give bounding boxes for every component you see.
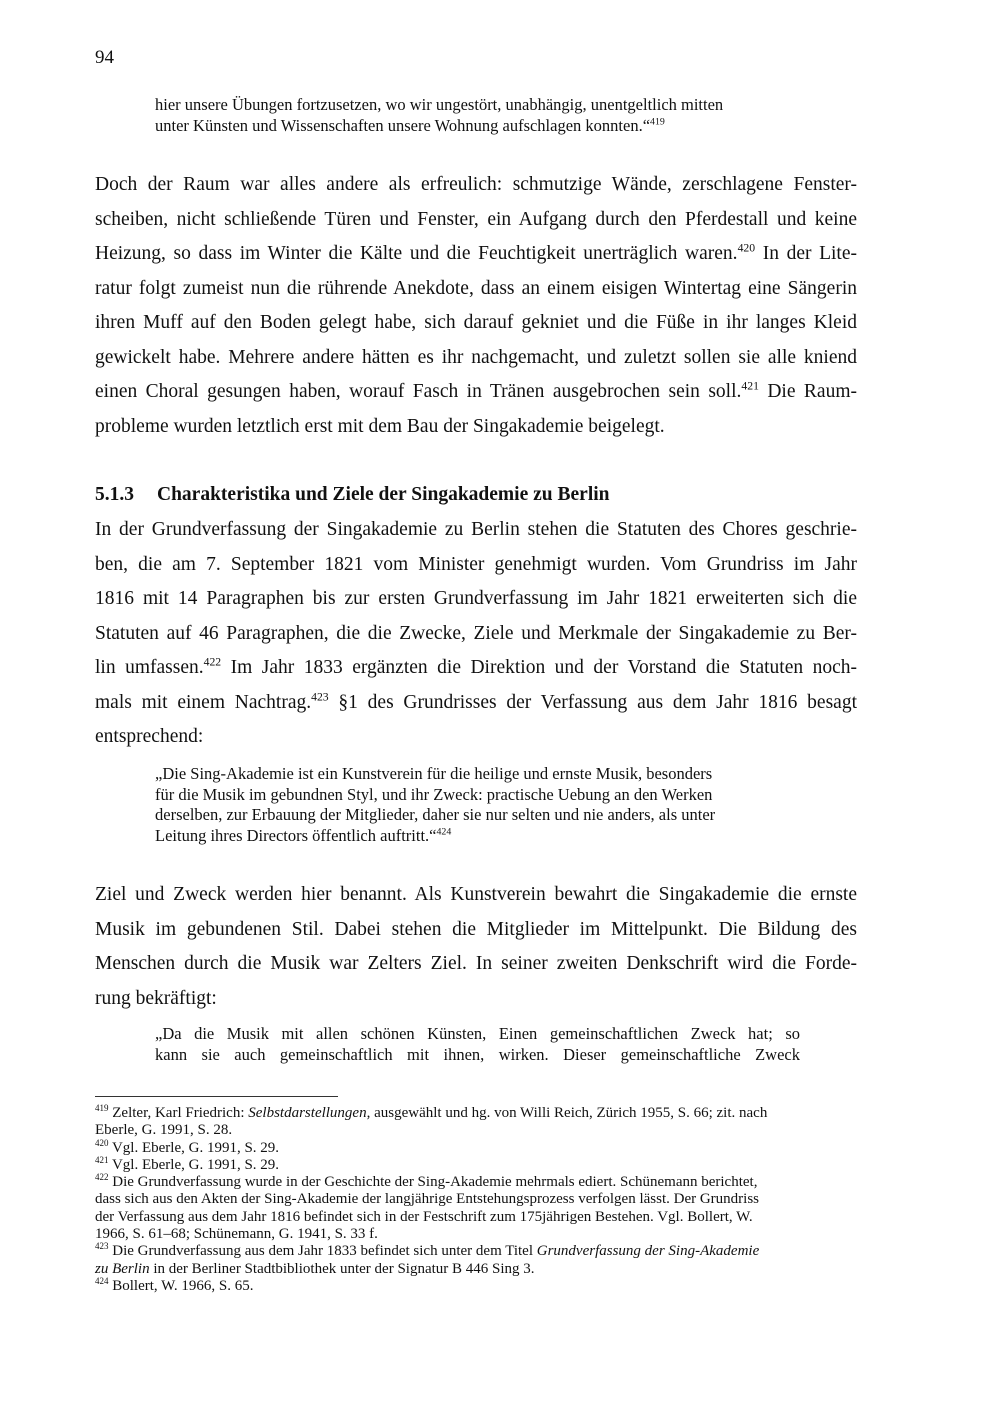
text-line: ihren Muff auf den Boden gelegt habe, sich darauf gekniet und die Füße in ihr langes Kleid bbox=[95, 312, 857, 333]
footnote-line: Eberle, G. 1991, S. 28. bbox=[95, 1122, 233, 1139]
footnote-number: 421 bbox=[95, 1154, 109, 1165]
paragraph-3 bbox=[95, 878, 857, 1016]
block-quote-2 bbox=[155, 764, 800, 846]
quote-line: „Da die Musik mit allen schönen Künsten, Einen gemeinschaftlichen Zweck hat; so bbox=[155, 1024, 800, 1043]
footnote-ref: 424 bbox=[436, 826, 452, 837]
footnote-line: zu Berlin in der Berliner Stadtbibliothek unter der Signatur B 446 Sing 3. bbox=[95, 1260, 535, 1277]
footnote-separator bbox=[95, 1096, 338, 1097]
text-line: mals mit einem Nachtrag.$^{423}$ §1 des Grundrisses der Verfassung aus dem Jahr 1816 besagt bbox=[95, 690, 857, 713]
footnote-number: 422 bbox=[95, 1172, 109, 1183]
text-line: Heizung, so dass im Winter die Kälte und die Feuchtigkeit unerträglich waren.$^{420}$ In der Lite- bbox=[95, 241, 857, 264]
footnote-419: $^{419}$ Zelter, Karl Friedrich: Selbstdarstellungen, ausgewählt und hg. von Willi Reich, Zürich 1955, S. 66; zit. nach bbox=[95, 1103, 768, 1121]
quote-line: derselben, zur Erbauung der Mitglieder, daher sie nur selten und nie anders, als unter bbox=[155, 805, 716, 824]
section-heading bbox=[95, 484, 610, 506]
quote-line: „Die Sing-Akademie ist ein Kunstverein für die heilige und ernste Musik, besonders bbox=[155, 764, 713, 783]
footnote-424: $^{424}$ Bollert, W. 1966, S. 65. bbox=[95, 1275, 254, 1294]
text-line: rung bekräftigt: bbox=[95, 987, 217, 1009]
footnote-ref: 423 bbox=[311, 690, 329, 703]
text-line: gewickelt habe. Mehrere andere hätten es ihr nachgemacht, und zuletzt sollen sie alle kniend bbox=[95, 346, 857, 368]
text-line: Menschen durch die Musik war Zelters Ziel. In seiner zweiten Denkschrift wird die Forde- bbox=[95, 953, 857, 974]
text-line: lin umfassen.$^{422}$ Im Jahr 1833 ergänzten die Direktion und der Vorstand die Statuten noch- bbox=[95, 655, 858, 678]
text-line: Musik im gebundenen Stil. Dabei stehen die Mitglieder im Mittelpunkt. Die Bildung des bbox=[95, 918, 857, 940]
footnote-number: 420 bbox=[95, 1137, 109, 1148]
text-line: 1816 mit 14 Paragraphen bis zur ersten Grundverfassung im Jahr 1821 erweiterten sich die bbox=[95, 588, 857, 609]
footnote-number: 424 bbox=[95, 1275, 109, 1286]
quote-line: hier unsere Übungen fortzusetzen, wo wir ungestört, unabhängig, unentgeltlich mitten bbox=[155, 95, 724, 114]
quote-line: Leitung ihres Directors öffentlich auftritt.“$^{424}$ bbox=[155, 825, 452, 845]
text-line: probleme wurden letztlich erst mit dem Bau der Singakademie beigelegt. bbox=[95, 415, 665, 437]
text-line: Statuten auf 46 Paragraphen, die die Zwecke, Ziele und Merkmale der Singakademie zu Ber- bbox=[95, 622, 857, 644]
footnote-ref: 420 bbox=[737, 241, 756, 255]
text-line: ben, die am 7. September 1821 vom Minister genehmigt wurden. Vom Grundriss im Jahr bbox=[95, 553, 857, 575]
section-title: Charakteristika und Ziele der Singakademie zu Berlin bbox=[157, 484, 610, 505]
footnote-421: $^{421}$ Vgl. Eberle, G. 1991, S. 29. bbox=[95, 1154, 280, 1173]
section-number: 5.1.3 bbox=[95, 484, 134, 505]
footnote-line: der Verfassung aus dem Jahr 1816 befindet sich in der Festschrift zum 175jährigen Bestehen. Vgl. Bollert, W. bbox=[95, 1208, 753, 1225]
footnote-line: 1966, S. 61–68; Schünemann, G. 1941, S. 33 f. bbox=[95, 1226, 378, 1243]
footnote-422: $^{422}$ Die Grundverfassung wurde in der Geschichte der Sing-Akademie mehrmals ediert. Schünemann berichtet, bbox=[95, 1172, 758, 1191]
text-line: Ziel und Zweck werden hier benannt. Als Kunstverein bewahrt die Singakademie die ernste bbox=[95, 884, 857, 905]
footnote-420: $^{420}$ Vgl. Eberle, G. 1991, S. 29. bbox=[95, 1137, 280, 1156]
footnote-line: dass sich aus den Akten der Sing-Akademie der langjährige Entstehungsprozess verfolgen lässt. Der Grundriss bbox=[95, 1191, 760, 1208]
block-quote-3 bbox=[155, 1024, 800, 1065]
quote-line: unter Künsten und Wissenschaften unsere Wohnung aufschlagen konnten.“$^{419}$ bbox=[155, 115, 665, 135]
footnote-ref: 422 bbox=[203, 655, 222, 669]
text-line: entsprechend: bbox=[95, 726, 204, 747]
paragraph-2 bbox=[95, 513, 857, 755]
quote-line: für die Musik im gebundnen Styl, und ihr Zweck: practische Uebung an den Werken bbox=[155, 784, 713, 804]
footnote-ref: 421 bbox=[741, 379, 759, 393]
footnote-423: $^{423}$ Die Grundverfassung aus dem Jahr 1833 befindet sich unter dem Titel Grundverfassung der Sing-Akademie bbox=[95, 1241, 760, 1260]
text-line: ratur folgt zumeist nun die rührende Anekdote, dass an einem eisigen Wintertag eine Sängerin bbox=[95, 277, 857, 299]
text-line: scheiben, nicht schließende Türen und Fenster, ein Aufgang durch den Pferdestall und keine bbox=[95, 208, 857, 230]
page-number: 94 bbox=[95, 47, 114, 68]
footnote-number: 419 bbox=[95, 1103, 109, 1113]
text-line: Doch der Raum war alles andere als erfreulich: schmutzige Wände, zerschlagene Fenster- bbox=[95, 174, 857, 195]
footnote-ref: 419 bbox=[650, 116, 665, 127]
text-line: In der Grundverfassung der Singakademie zu Berlin stehen die Statuten des Chores geschrie- bbox=[95, 519, 857, 540]
text-line: einen Choral gesungen haben, worauf Fasch in Tränen ausgebrochen sein soll.$^{421}$ Die Raum- bbox=[95, 379, 857, 402]
footnote-number: 423 bbox=[95, 1241, 109, 1252]
block-quote-1 bbox=[155, 95, 800, 136]
quote-line: kann sie auch gemeinschaftlich mit ihnen, wirken. Dieser gemeinschaftliche Zweck bbox=[155, 1044, 800, 1064]
footnotes bbox=[95, 1105, 860, 1295]
paragraph-1 bbox=[95, 168, 857, 444]
